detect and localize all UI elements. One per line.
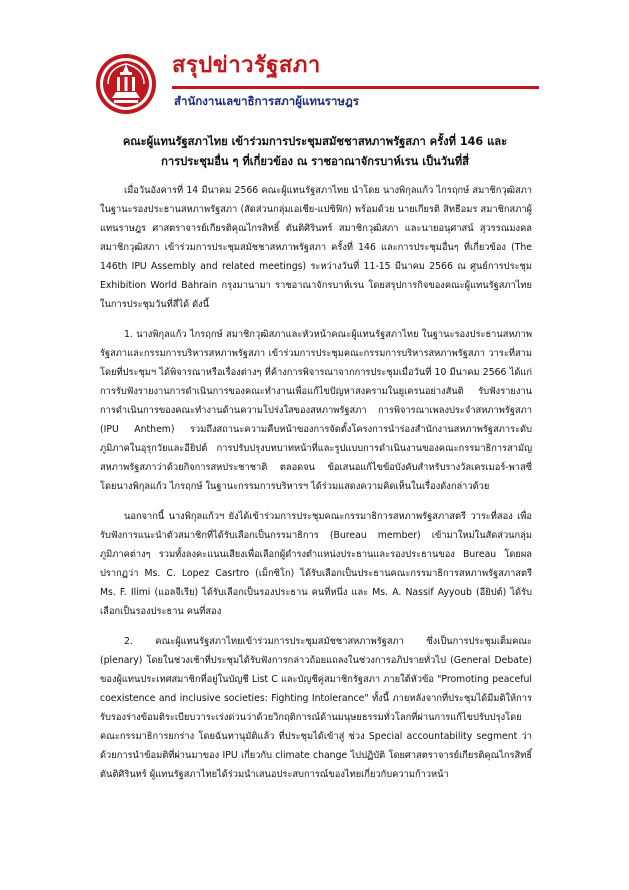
paragraph-intro: เมื่อวันอังคารที่ 14 มีนาคม 2566 คณะผู้แทนรัฐสภาไทย นำโดย นางพิกุลแก้ว ไกรฤกษ์ สมาชิกวุฒิสภา ในฐานะรองประธานสหภาพรัฐสภา (สัดส่วนกลุ่มเอเชีย-แปซิฟิก) พร้อมด้วย นายเกียรติ สิทธีอมร สมาชิกสภาผู้แทนราษฎร ศาสตราจารย์เกียรติคุณไกรสิทธิ์ ตันติศิรินทร์ สมาชิกวุฒิสภา และนายอนุศาสน์ สุวรรณมงคล สมาชิกวุฒิสภา เข้าร่วมการประชุมสมัชชาสหภาพรัฐสภา ครั้งที่ 146 และการประชุมอื่นๆ ที่เกี่ยวข้อง (The 146th IPU Assembly and related meetings) ระหว่างวันที่ 11-15 มีนาคม 2566 ณ ศูนย์การประชุม Exhibition World Bahrain กรุงมานามา ราชอาณาจักรบาห์เรน โดยสรุปการกิจของคณะผู้แทนรัฐสภาไทยในการประชุมวันที่สี่ได้ ดังนี้: [100, 185, 532, 310]
title-line-1: คณะผู้แทนรัฐสภาไทย เข้าร่วมการประชุมสมัชชาสหภาพรัฐสภา ครั้งที่ 146 และ: [122, 135, 508, 148]
letterhead: [94, 52, 539, 120]
brand-name: สรุปข่าวรัฐสภา: [172, 53, 321, 78]
brand-subtitle: สำนักงานเลขาธิการสภาผู้แทนราษฎร: [174, 94, 359, 108]
paragraph-item-2: 2. คณะผู้แทนรัฐสภาไทยเข้าร่วมการประชุมสมัชชาสหภาพรัฐสภา ซึ่งเป็นการประชุมเต็มคณะ (plenary) โดยในช่วงเช้าที่ประชุมได้รับฟังการกล่าวถ้อยแถลงในช่วงการอภิปรายทั่วไป (General Debate) ของผู้แทนประเทศสมาชิกที่อยู่ในบัญชี List C และบัญชีคู่สมาชิกรัฐสภา ภายใต้หัวข้อ "Promoting peaceful coexistence and inclusive societies: Fighting Intolerance" ทั้งนี้ ภายหลังจากที่ประชุมได้มีมติให้การรับรองร่างข้อมติระเบียบวาระเร่งด่วนว่าด้วยวิกฤติการณ์ด้านมนุษยธรรมทั่วโลกที่ผ่านการแก้ไขปรับปรุงโดยคณะกรรมาธิการยกร่าง โดยฉันทานุมัติแล้ว ที่ประชุมได้เข้าสู่ ช่วง Special accountability segment ว่าด้วยการนำข้อมติที่ผ่านมาของ IPU เกี่ยวกับ climate change ไปปฏิบัติ โดยศาสตราจารย์เกียรติคุณไกรสิทธิ์ ตันติศิรินทร์ ผู้แทนรัฐสภาไทยได้ร่วมนำเสนอประสบการณ์ของไทยเกี่ยวกับความก้าวหน้า: [100, 636, 532, 780]
title-line-2: การประชุมอื่น ๆ ที่เกี่ยวข้อง ณ ราชอาณาจักรบาห์เรน เป็นวันที่สี่: [161, 155, 469, 168]
article-body: [100, 181, 532, 795]
news-title: [100, 132, 530, 172]
parliament-seal-icon: [94, 52, 158, 116]
paragraph-item-1: 1. นางพิกุลแก้ว ไกรฤกษ์ สมาชิกวุฒิสภาและหัวหน้าคณะผู้แทนรัฐสภาไทย ในฐานะรองประธานสหภาพรัฐสภาและกรรมการบริหารสหภาพรัฐสภา เข้าร่วมการประชุมคณะกรรมการบริหารสหภาพรัฐสภา วาระที่สาม โดยที่ประชุมฯ ได้พิจารณาหรือเรื่องต่างๆ ที่ค้างการพิจารณาจากการประชุมเมื่อวันที่ 10 มีนาคม 2566 ได้แก่ การรับฟังรายงานการดำเนินการของคณะทำงานเพื่อแก้ไขปัญหาสงครามในยูเครนอย่างสันติ รับฟังรายงานการดำเนินการของคณะทำงานด้านความโปร่งใสของสหภาพรัฐสภา การพิจารณาเพลงประจำสหภาพรัฐสภา (IPU Anthem) รวมถึงสถานะความคืบหน้าของการจัดตั้งโครงการนำร่องสำนักงานสหภาพรัฐสภาระดับภูมิภาคในอุรุกวัยและอียิปต์ การปรับปรุงบทบาทหน้าที่และรูปแบบการดำเนินงานของคณะกรรมาธิการสามัญสหภาพรัฐสภาว่าด้วยกิจการสหประชาชาติ ตลอดจน ข้อเสนอแก้ไขข้อบังคับสำหรับรางวัลเครเมอร์-พาสซี่ โดยนางพิกุลแก้ว ไกรฤกษ์ ในฐานะกรรมการบริหารฯ ได้ร่วมแสดงความคิดเห็นในเรื่องดังกล่าวด้วย: [100, 329, 532, 492]
brand-rule: [172, 86, 539, 89]
paragraph-item-1-extra: นอกจากนี้ นางพิกุลแก้วฯ ยังได้เข้าร่วมการประชุมคณะกรรมาธิการสหภาพรัฐสภาสตรี วาระที่สอง เพื่อรับฟังการแนะนำตัวสมาชิกที่ได้รับเลือกเป็นกรรมาธิการ (Bureau member) เข้ามาใหม่ในสัดส่วนกลุ่มภูมิภาคต่างๆ รวมทั้งลงคะแนนเสียงเพื่อเลือกผู้ดำรงตำแหน่งประธานและรองประธานของ Bureau โดยผลปรากฏว่า Ms. C. Lopez Casrtro (เม็กซิโก) ได้รับเลือกเป็นประธานคณะกรรมาธิการสหภาพรัฐสภาสตรี Ms. F. Ilimi (แอลจีเรีย) ได้รับเลือกเป็นรองประธาน คนที่หนึ่ง และ Ms. A. Nassif Ayyoub (อียิปต์) ได้รับเลือกเป็นรองประธาน คนที่สอง: [100, 511, 532, 617]
